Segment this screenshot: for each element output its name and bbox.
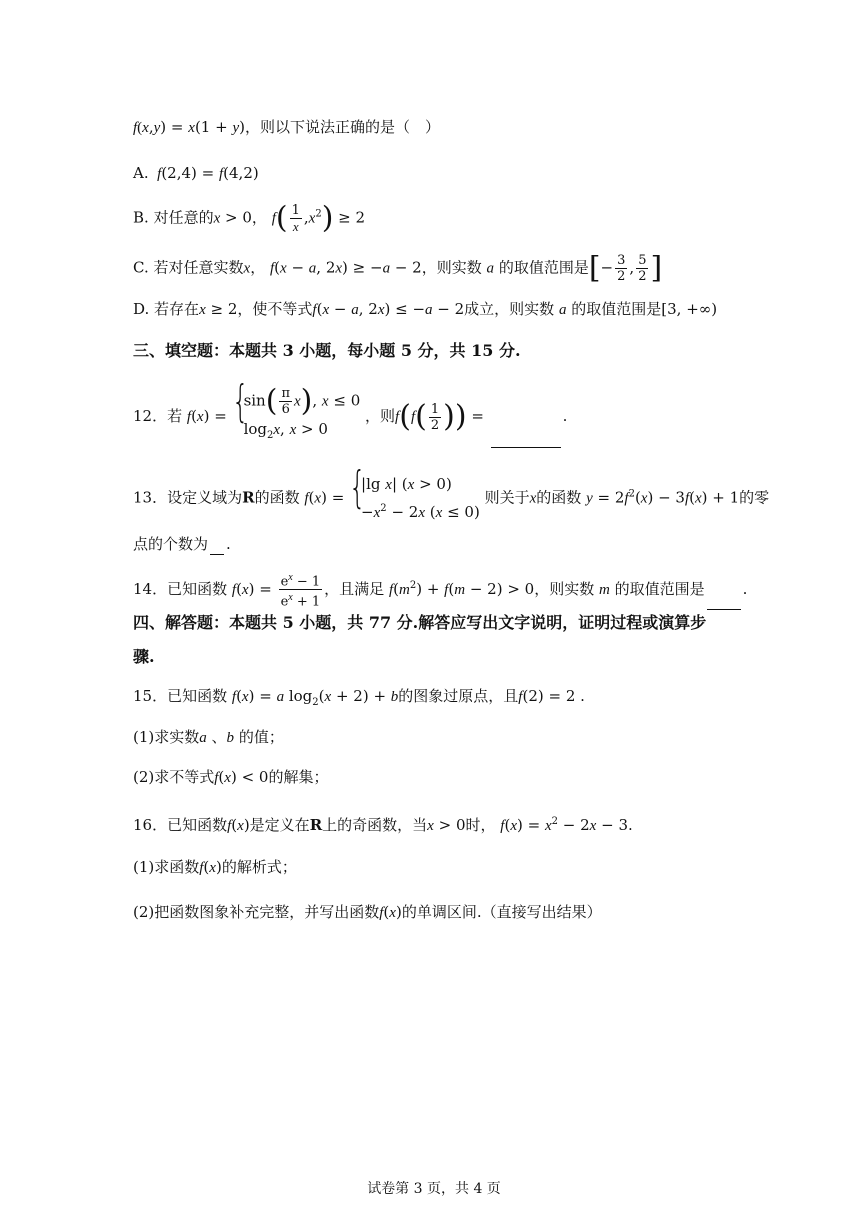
q15-part1-text: (1)求实数 — [133, 728, 200, 746]
q15-number: 15． — [133, 687, 168, 705]
page-footer: 试卷第 3 页，共 4 页 — [367, 1181, 501, 1197]
q13-text4: 的函数 — [536, 488, 582, 507]
q14-text2: ，且满足 — [324, 579, 385, 598]
q16-text4: 时， — [465, 816, 496, 834]
q13-piecewise: { |lg x| (x > 0) $-x^2 - 2x$ (x ≤ 0) — [349, 462, 480, 521]
q11-stem-formula: f — [133, 120, 138, 136]
option-c-text2: ，则实数 — [421, 258, 482, 277]
q13-number: 13． — [133, 488, 168, 507]
q14-text1: 已知函数 — [167, 579, 228, 598]
q12-answer-blank[interactable] — [491, 447, 561, 448]
q12-text2: ，则 — [365, 407, 396, 425]
q16-part1-end: 的解析式； — [221, 858, 297, 876]
q12-piecewise: { sin( $\frac{\pi}{6}$ x), x ≤ 0 $\log_2x$, x > 0 — [231, 376, 361, 441]
q16-number: 16． — [133, 816, 168, 834]
q15-part2-text: (2)求不等式 — [133, 768, 215, 786]
q16-text3: 上的奇函数，当 — [322, 816, 428, 834]
option-d-text3: 成立，则实数 — [464, 300, 555, 318]
question-15: 15．已知函数 f(x) = a $\log_2(x + 2) + b$的图象过原点，且f(2) = 2 . — [133, 687, 585, 708]
option-d-text4: 的取值范围是 — [571, 300, 662, 318]
q16-text2: 是定义在 — [249, 816, 310, 834]
option-c-text3: 的取值范围是 — [498, 258, 589, 277]
option-d-label: D. — [133, 300, 150, 318]
q15-text1: 已知函数 — [167, 687, 228, 705]
q11-option-a: A. f(2,4) = f(4,2) — [133, 164, 259, 182]
q16-part1-text: (1)求函数 — [133, 858, 200, 876]
q15-part2-end: 的解集； — [268, 768, 329, 786]
q11-option-b: B. 对任意的x > 0， f( $\frac{1}{x}$ $,x^2) \ge 2$ — [133, 200, 366, 236]
q13-answer-blank[interactable] — [210, 554, 224, 555]
question-14: 14．已知函数 f(x) = $\frac{e^x - 1}{e^x + 1}$ ，且满足 $f(m^2) + f(m - 2) > 0$，则实数 m 的取值范围是 . — [133, 572, 748, 610]
question-16: 16．已知函数f(x)是定义在R上的奇函数，当x > 0时， $f(x) = x^2 - 2x - 3$. — [133, 816, 633, 834]
q15-part1-end: 的值； — [238, 728, 284, 746]
section-4-heading-line1: 四、解答题：本题共 5 小题，共 77 分.解答应写出文字说明，证明过程或演算步 — [133, 613, 707, 632]
question-12: 12．若 f(x) = { sin( $\frac{\pi}{6}$ x), x ≤ 0 $\log_2x$, x > 0 ，则f(f( $\frac{1}{2}$ )) = . — [133, 386, 748, 448]
option-c-text1: 若对任意实数 — [153, 258, 244, 277]
q14-text4: 的取值范围是 — [614, 579, 705, 598]
q15-part1: (1)求实数a 、b 的值； — [133, 728, 284, 746]
question-13: 13．设定义域为R的函数 f(x) = { |lg x| (x > 0) $-x^2 - 2x$ (x ≤ 0) 则关于x的函数 $y = 2f^2(x) - 3f(x) + 1$的零 — [133, 472, 748, 525]
option-b-label: B. — [133, 208, 149, 227]
option-d-text1: 若存在 — [154, 300, 200, 318]
q16-part2-text: (2)把函数图象补充完整，并写出函数 — [133, 903, 380, 921]
q15-part2: (2)求不等式f(x) < 0的解集； — [133, 768, 329, 786]
q16-part2-end: 的单调区间.（直接写出结果） — [401, 903, 602, 921]
section-4-heading-line2: 骤. — [133, 647, 155, 666]
q14-text3: ，则实数 — [534, 579, 595, 598]
section-3-heading: 三、填空题：本题共 3 小题，每小题 5 分，共 15 分. — [133, 341, 521, 360]
option-c-label: C. — [133, 258, 149, 277]
q13-text5: 的零 — [739, 488, 770, 507]
option-d-text2: ，使不等式 — [237, 300, 313, 318]
q12-number: 12． — [133, 407, 168, 425]
q11-option-d: D. 若存在x ≥ 2，使不等式f(x − a, 2x) ≤ −a − 2成立，则实数 a 的取值范围是[3, +∞) — [133, 300, 718, 318]
q13-text1: 设定义域为 — [167, 488, 243, 507]
q11-option-c: C. 若对任意实数x， f(x − a, 2x) ≥ −a − 2，则实数 a 的取值范围是[− $\frac{3}{2}$ , $\frac{5}{2}$ ] — [133, 250, 663, 286]
q11-stem-text: ，则以下说法正确的是（ ） — [244, 118, 440, 136]
q13-text2: 的函数 — [254, 488, 300, 507]
q12-text1: 若 — [167, 407, 183, 425]
option-b-text: 对任意的 — [153, 208, 214, 227]
q16-part2: (2)把函数图象补充完整，并写出函数f(x)的单调区间.（直接写出结果） — [133, 903, 602, 921]
q15-part1-sep: 、 — [211, 728, 227, 746]
q16-text1: 已知函数 — [167, 816, 228, 834]
q16-part1: (1)求函数f(x)的解析式； — [133, 858, 297, 876]
q15-text2: 的图象过原点，且 — [398, 687, 519, 705]
q14-answer-blank[interactable] — [707, 609, 741, 610]
q13-continuation: 点的个数为 . — [133, 535, 231, 553]
q11-stem: f(x,y) = x(1 + y)，则以下说法正确的是（ ） — [133, 118, 440, 136]
q14-number: 14． — [133, 579, 168, 598]
q13-text6: 点的个数为 — [133, 535, 209, 553]
option-a-label: A. — [133, 164, 149, 182]
q13-text3: 则关于 — [484, 488, 530, 507]
